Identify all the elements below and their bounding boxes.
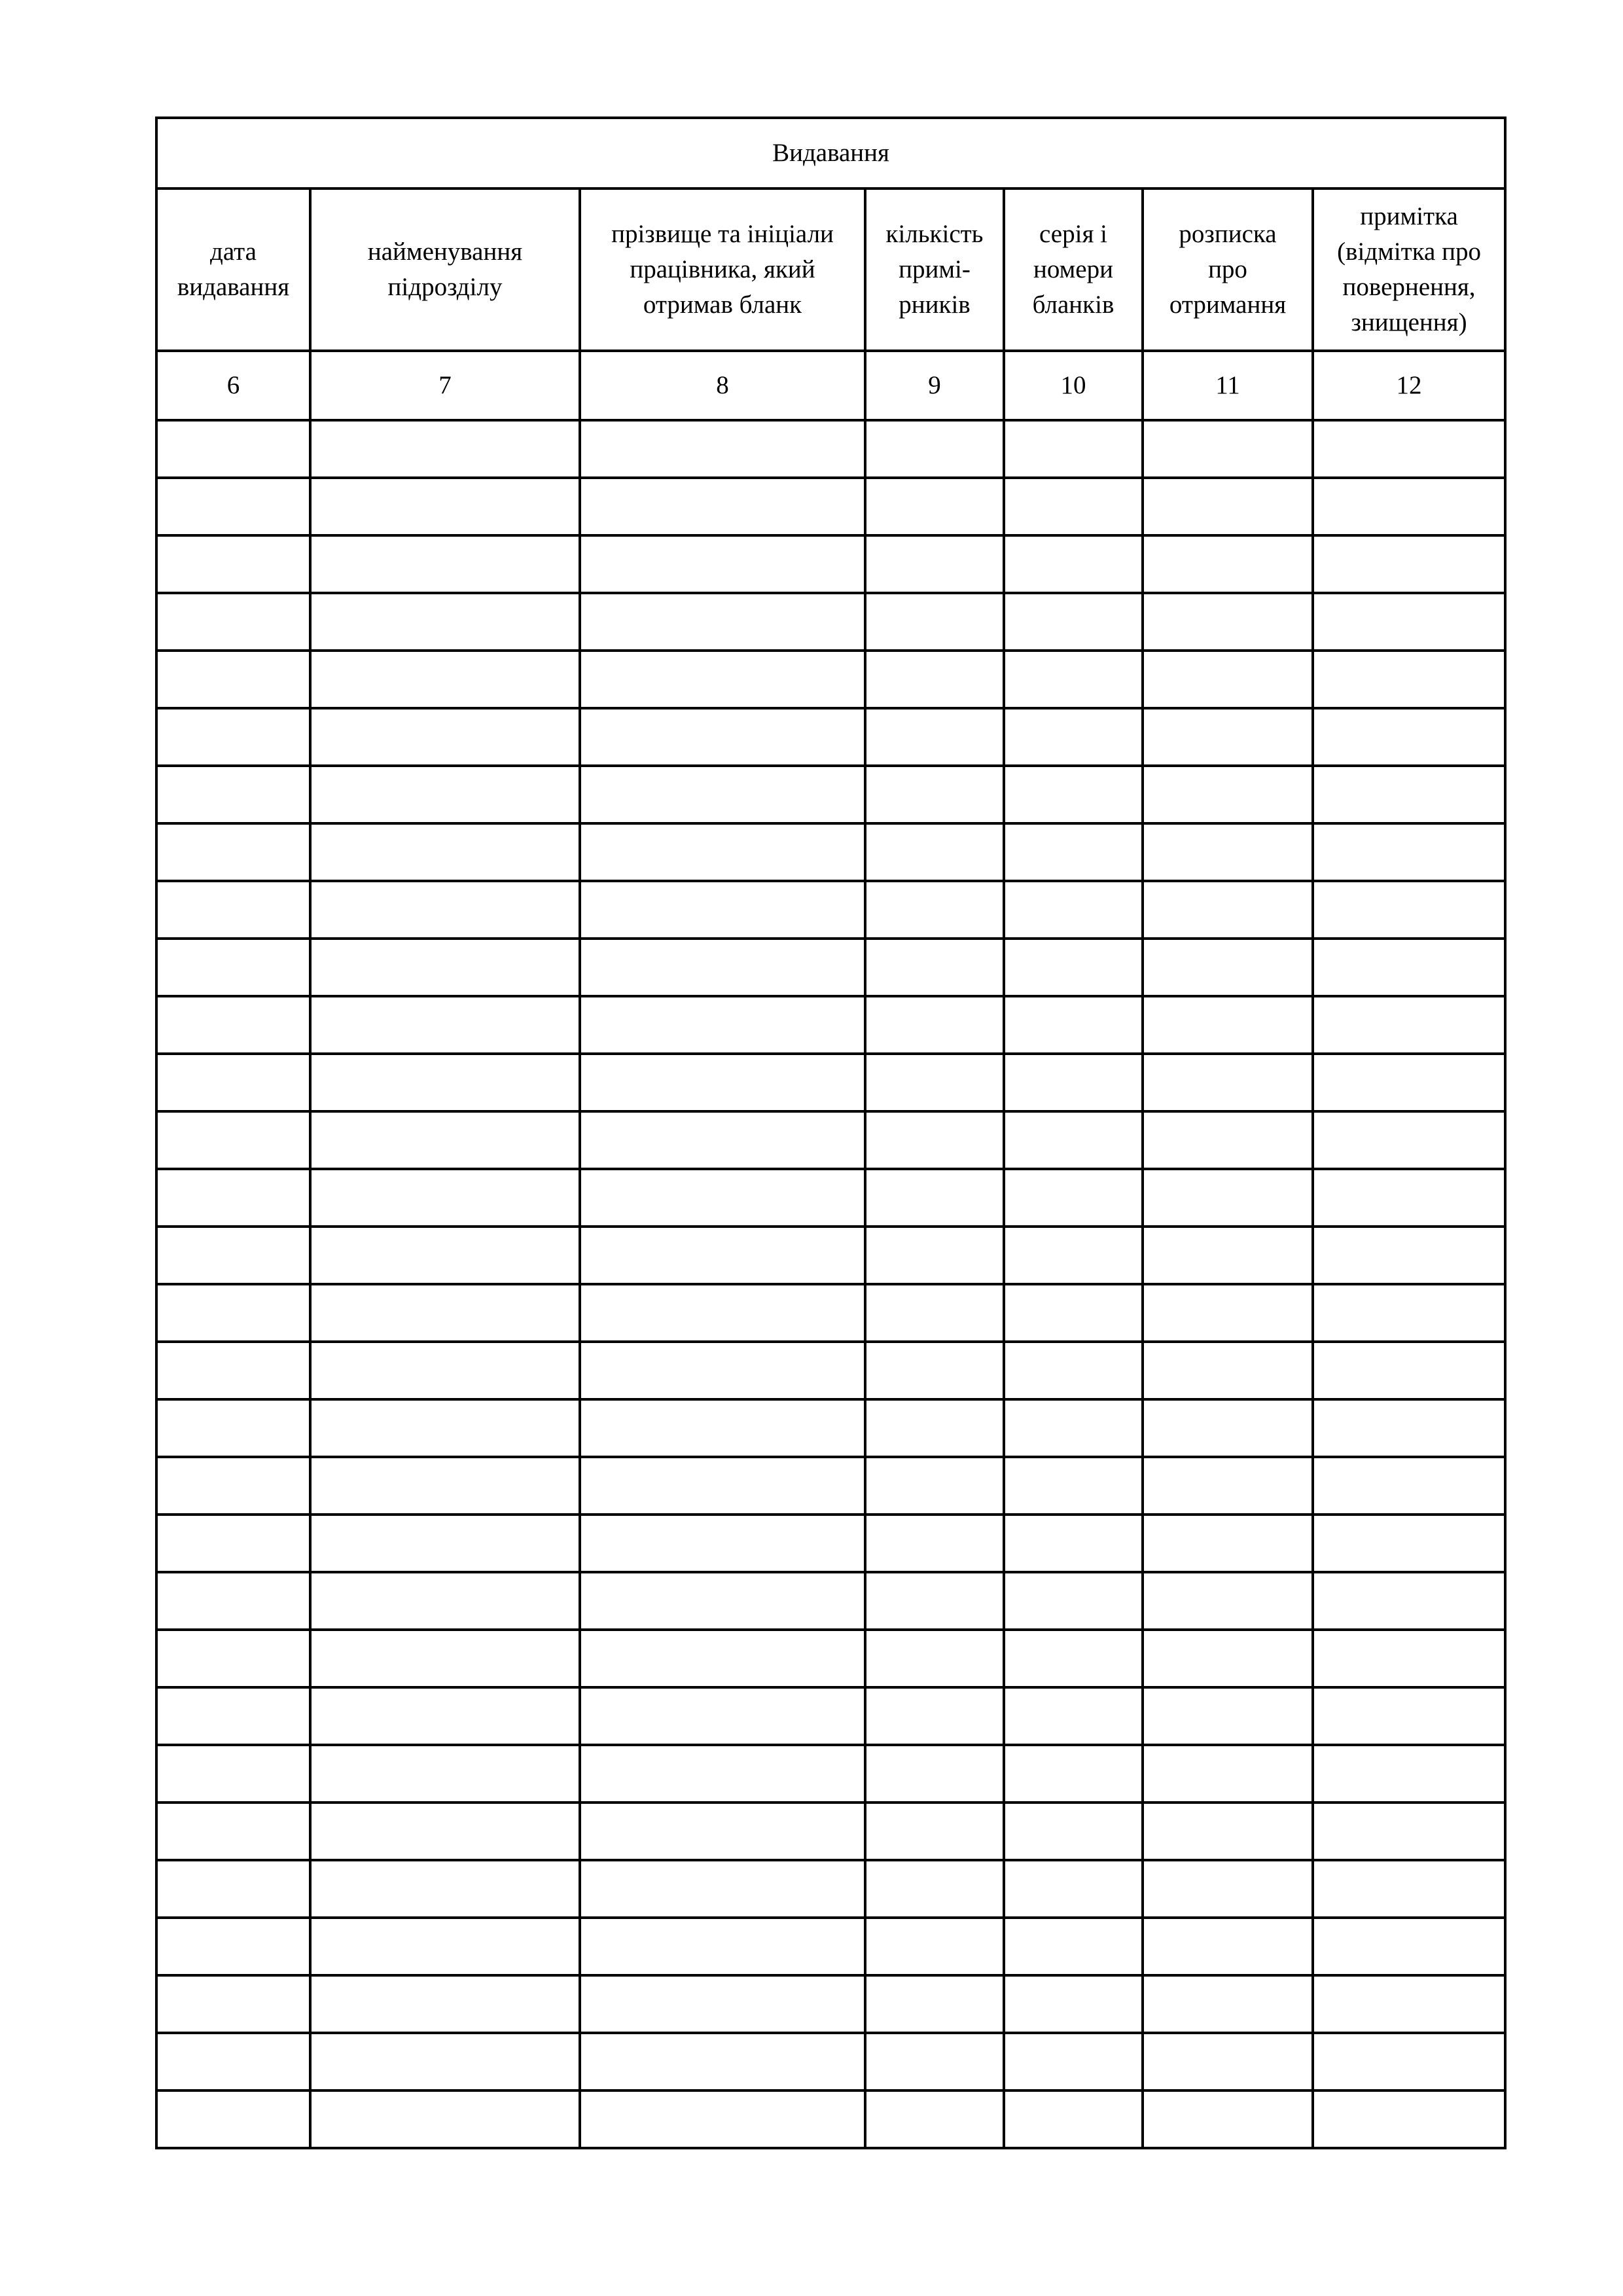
register-entry-cell [156, 1572, 310, 1630]
register-entry-cell [310, 996, 580, 1054]
register-entry-cell [1313, 1860, 1505, 1918]
register-entry-cell [1313, 881, 1505, 939]
register-entry-cell [1143, 1860, 1313, 1918]
register-entry-cell [1313, 1515, 1505, 1572]
register-entry-cell [580, 1284, 865, 1342]
column-header-text: прізвище та ініціали працівника, який отримав бланк [611, 220, 834, 319]
column-number-row [156, 351, 1505, 420]
register-entry-cell [580, 2033, 865, 2090]
register-entry-cell [865, 1860, 1004, 1918]
register-entry-cell [580, 1111, 865, 1169]
register-entry-row [156, 996, 1505, 1054]
register-entry-cell [865, 1515, 1004, 1572]
register-entry-cell [156, 708, 310, 766]
register-entry-cell [865, 939, 1004, 996]
register-entry-row [156, 535, 1505, 593]
register-entry-cell [1004, 478, 1143, 535]
register-entry-row [156, 1111, 1505, 1169]
register-entry-cell [310, 881, 580, 939]
register-entry-row [156, 1687, 1505, 1745]
register-entry-cell [1143, 1111, 1313, 1169]
register-entry-cell [1143, 1284, 1313, 1342]
register-entry-cell [580, 1745, 865, 1803]
register-entry-cell [1313, 1630, 1505, 1687]
register-entry-cell [156, 1803, 310, 1860]
register-entry-cell [156, 478, 310, 535]
register-entry-row [156, 2033, 1505, 2090]
register-entry-cell [1313, 1572, 1505, 1630]
column-number: 8 [580, 351, 865, 420]
register-entry-row [156, 708, 1505, 766]
register-entry-row [156, 1975, 1505, 2033]
register-entry-cell [1313, 708, 1505, 766]
register-entry-cell [580, 766, 865, 823]
register-entry-cell [1004, 939, 1143, 996]
register-entry-cell [1313, 593, 1505, 651]
register-entry-cell [156, 766, 310, 823]
register-entry-cell [310, 1342, 580, 1399]
register-entry-cell [156, 535, 310, 593]
register-entry-cell [1313, 823, 1505, 881]
column-header-copies-count [865, 188, 1004, 351]
register-entry-cell [1143, 1399, 1313, 1457]
register-entry-cell [156, 1342, 310, 1399]
register-entry-cell [865, 1918, 1004, 1975]
register-entry-cell [865, 1342, 1004, 1399]
register-entry-row [156, 766, 1505, 823]
register-entry-cell [310, 535, 580, 593]
register-entry-cell [580, 823, 865, 881]
register-entry-cell [580, 651, 865, 708]
register-entry-cell [1313, 1457, 1505, 1515]
register-entry-cell [580, 996, 865, 1054]
register-entry-cell [1143, 1630, 1313, 1687]
register-entry-cell [310, 1975, 580, 2033]
register-entry-cell [310, 1630, 580, 1687]
column-header-text: найменування підрозділу [367, 238, 523, 301]
register-entry-cell [156, 593, 310, 651]
register-entry-cell [1143, 1342, 1313, 1399]
register-entry-cell [580, 1687, 865, 1745]
register-entry-row [156, 478, 1505, 535]
register-entry-cell [310, 766, 580, 823]
register-form [155, 117, 1507, 2149]
register-entry-cell [1004, 1687, 1143, 1745]
register-entry-cell [1004, 651, 1143, 708]
register-entry-cell [1313, 1399, 1505, 1457]
register-entry-cell [1313, 420, 1505, 478]
register-entry-cell [580, 1572, 865, 1630]
register-entry-cell [1313, 1169, 1505, 1227]
register-entry-cell [1143, 1227, 1313, 1284]
register-entry-cell [865, 1284, 1004, 1342]
register-entry-cell [865, 1227, 1004, 1284]
column-number: 7 [310, 351, 580, 420]
register-entry-cell [1004, 1803, 1143, 1860]
register-entry-cell [310, 2033, 580, 2090]
register-entry-cell [1143, 996, 1313, 1054]
register-entry-cell [580, 1918, 865, 1975]
register-entry-cell [1004, 996, 1143, 1054]
register-entry-row [156, 420, 1505, 478]
register-entry-cell [580, 1803, 865, 1860]
register-entry-cell [580, 881, 865, 939]
register-entry-cell [310, 1918, 580, 1975]
register-entry-cell [156, 1918, 310, 1975]
register-entry-cell [580, 1457, 865, 1515]
register-entry-cell [865, 478, 1004, 535]
register-entry-cell [156, 2033, 310, 2090]
register-entry-cell [310, 1860, 580, 1918]
register-entry-cell [1004, 1054, 1143, 1111]
register-entry-cell [156, 1399, 310, 1457]
register-entry-cell [580, 535, 865, 593]
column-header-text: розписка про отримання [1169, 220, 1287, 319]
register-entry-cell [156, 1169, 310, 1227]
section-title: Видавання [156, 118, 1505, 188]
register-entry-cell [310, 1111, 580, 1169]
register-entry-cell [1143, 1457, 1313, 1515]
register-entry-cell [865, 766, 1004, 823]
register-entry-cell [865, 1457, 1004, 1515]
register-entry-cell [156, 1515, 310, 1572]
register-entry-cell [865, 651, 1004, 708]
register-entry-cell [310, 1515, 580, 1572]
column-header-department-name [310, 188, 580, 351]
register-entry-cell [580, 1860, 865, 1918]
register-entry-cell [1143, 535, 1313, 593]
register-entry-cell [1313, 1975, 1505, 2033]
register-entry-cell [1004, 1342, 1143, 1399]
register-entry-cell [1313, 1918, 1505, 1975]
register-entry-row [156, 1572, 1505, 1630]
register-entry-cell [1143, 593, 1313, 651]
register-entry-cell [580, 478, 865, 535]
register-entry-cell [156, 1284, 310, 1342]
issuance-register-table [155, 117, 1507, 2149]
register-entry-cell [1313, 939, 1505, 996]
register-entry-cell [310, 708, 580, 766]
register-entry-cell [1313, 1687, 1505, 1745]
column-header-row [156, 188, 1505, 351]
register-entry-cell [1143, 708, 1313, 766]
register-entry-cell [310, 1745, 580, 1803]
register-entry-cell [310, 1227, 580, 1284]
register-entry-cell [310, 478, 580, 535]
register-entry-cell [580, 1399, 865, 1457]
register-entry-row [156, 1169, 1505, 1227]
register-entry-cell [1004, 2033, 1143, 2090]
register-entry-cell [580, 1169, 865, 1227]
register-entry-cell [310, 1572, 580, 1630]
column-header-note [1313, 188, 1505, 351]
column-number: 12 [1313, 351, 1505, 420]
register-entry-cell [310, 1284, 580, 1342]
register-entry-cell [1004, 2090, 1143, 2148]
register-entry-cell [1004, 1399, 1143, 1457]
register-entry-row [156, 1918, 1505, 1975]
register-entry-cell [1004, 420, 1143, 478]
register-entry-cell [865, 996, 1004, 1054]
register-entry-row [156, 1515, 1505, 1572]
register-entry-cell [1004, 593, 1143, 651]
column-number: 6 [156, 351, 310, 420]
register-entry-cell [310, 1457, 580, 1515]
register-entry-row [156, 1284, 1505, 1342]
register-entry-cell [310, 1054, 580, 1111]
register-entry-cell [1143, 1515, 1313, 1572]
register-entry-cell [1313, 651, 1505, 708]
column-number: 9 [865, 351, 1004, 420]
column-header-text: примітка (відмітка про повернення, знищення) [1337, 202, 1481, 336]
register-entry-cell [865, 881, 1004, 939]
register-entry-cell [1143, 1745, 1313, 1803]
register-entry-cell [1313, 1111, 1505, 1169]
register-entry-row [156, 823, 1505, 881]
register-entry-cell [1143, 1687, 1313, 1745]
register-entry-cell [310, 651, 580, 708]
register-entry-cell [1004, 1918, 1143, 1975]
register-entry-cell [310, 420, 580, 478]
register-entry-cell [1004, 1860, 1143, 1918]
register-entry-cell [310, 593, 580, 651]
register-entry-cell [580, 1054, 865, 1111]
register-entry-cell [156, 1457, 310, 1515]
column-header-text: дата видавання [177, 238, 290, 301]
register-entry-row [156, 2090, 1505, 2148]
register-entry-cell [580, 2090, 865, 2148]
register-entry-cell [156, 2090, 310, 2148]
register-entry-cell [580, 1975, 865, 2033]
register-entry-cell [1004, 1745, 1143, 1803]
register-entry-cell [865, 1572, 1004, 1630]
register-entry-cell [156, 1111, 310, 1169]
register-entry-cell [580, 593, 865, 651]
register-entry-row [156, 1342, 1505, 1399]
register-entry-cell [1004, 1630, 1143, 1687]
register-entry-cell [865, 1399, 1004, 1457]
register-entry-cell [1004, 823, 1143, 881]
register-entry-cell [580, 1515, 865, 1572]
register-entry-cell [1004, 708, 1143, 766]
register-entry-cell [580, 420, 865, 478]
register-entry-cell [1004, 881, 1143, 939]
register-entry-cell [865, 420, 1004, 478]
register-entry-cell [156, 1054, 310, 1111]
column-number: 11 [1143, 351, 1313, 420]
register-entry-row [156, 1745, 1505, 1803]
register-entry-cell [1143, 823, 1313, 881]
register-entry-cell [1313, 1803, 1505, 1860]
register-entry-cell [1313, 996, 1505, 1054]
column-header-issue-date [156, 188, 310, 351]
register-entry-cell [1004, 1457, 1143, 1515]
register-entry-cell [865, 1687, 1004, 1745]
register-entry-cell [156, 651, 310, 708]
register-entry-cell [156, 996, 310, 1054]
register-entry-cell [1143, 1918, 1313, 1975]
register-entry-cell [865, 1630, 1004, 1687]
register-entry-cell [865, 593, 1004, 651]
register-entry-cell [310, 1399, 580, 1457]
register-entry-row [156, 1630, 1505, 1687]
register-entry-cell [1143, 2090, 1313, 2148]
register-entry-cell [1143, 478, 1313, 535]
register-entry-cell [1143, 420, 1313, 478]
register-entry-cell [865, 2033, 1004, 2090]
register-entry-cell [156, 823, 310, 881]
register-entry-cell [865, 1975, 1004, 2033]
register-entry-cell [1313, 766, 1505, 823]
register-entry-cell [156, 939, 310, 996]
register-entry-cell [310, 1169, 580, 1227]
register-entry-row [156, 651, 1505, 708]
register-entry-cell [1143, 1975, 1313, 2033]
register-entry-cell [1004, 1572, 1143, 1630]
register-entry-cell [865, 1745, 1004, 1803]
register-entry-cell [1004, 766, 1143, 823]
register-entry-cell [1004, 1515, 1143, 1572]
register-entry-cell [156, 420, 310, 478]
register-entry-cell [1004, 1284, 1143, 1342]
register-entry-cell [865, 1054, 1004, 1111]
register-entry-cell [865, 823, 1004, 881]
register-entry-cell [310, 823, 580, 881]
register-entry-cell [865, 1803, 1004, 1860]
register-entry-cell [156, 1630, 310, 1687]
column-header-text: серія і номери бланків [1032, 220, 1115, 319]
column-number: 10 [1004, 351, 1143, 420]
register-entry-cell [1143, 1572, 1313, 1630]
register-entry-cell [156, 881, 310, 939]
register-entry-cell [580, 1342, 865, 1399]
register-entry-cell [1143, 1169, 1313, 1227]
register-entry-cell [156, 1860, 310, 1918]
title-row [156, 118, 1505, 188]
register-entry-cell [1313, 535, 1505, 593]
register-entry-row [156, 1054, 1505, 1111]
register-entry-cell [1313, 2033, 1505, 2090]
register-entry-row [156, 1803, 1505, 1860]
register-entry-cell [580, 1227, 865, 1284]
register-entry-cell [1004, 535, 1143, 593]
register-entry-cell [1313, 1745, 1505, 1803]
register-entry-row [156, 593, 1505, 651]
register-entry-cell [1143, 766, 1313, 823]
register-entry-row [156, 1457, 1505, 1515]
register-entry-cell [1313, 2090, 1505, 2148]
register-entry-cell [865, 2090, 1004, 2148]
register-entry-cell [1313, 1227, 1505, 1284]
register-entry-cell [310, 2090, 580, 2148]
register-entry-cell [580, 939, 865, 996]
register-entry-cell [1004, 1227, 1143, 1284]
column-header-employee-name [580, 188, 865, 351]
register-entry-cell [1143, 1803, 1313, 1860]
column-header-receipt-signature [1143, 188, 1313, 351]
register-entry-cell [1143, 651, 1313, 708]
register-entry-cell [865, 1111, 1004, 1169]
column-header-series-numbers [1004, 188, 1143, 351]
register-entry-row [156, 1227, 1505, 1284]
register-entry-cell [1143, 939, 1313, 996]
register-entry-cell [1004, 1169, 1143, 1227]
register-entry-cell [310, 1803, 580, 1860]
register-entry-cell [156, 1687, 310, 1745]
register-entry-row [156, 939, 1505, 996]
register-entry-cell [310, 1687, 580, 1745]
register-entry-cell [156, 1975, 310, 2033]
register-entry-cell [1004, 1975, 1143, 2033]
register-entry-cell [156, 1227, 310, 1284]
register-entry-row [156, 1399, 1505, 1457]
register-entry-cell [1313, 1054, 1505, 1111]
register-entry-cell [1313, 1342, 1505, 1399]
column-header-text: кількість примі-рників [885, 220, 984, 319]
register-entry-row [156, 1860, 1505, 1918]
register-entry-cell [156, 1745, 310, 1803]
register-entry-cell [1143, 1054, 1313, 1111]
register-entry-cell [865, 1169, 1004, 1227]
register-entry-cell [1143, 2033, 1313, 2090]
register-entry-cell [865, 535, 1004, 593]
register-entry-cell [580, 1630, 865, 1687]
register-entry-cell [580, 708, 865, 766]
register-entry-cell [865, 708, 1004, 766]
register-entry-cell [310, 939, 580, 996]
register-entry-cell [1143, 881, 1313, 939]
register-entry-cell [1313, 1284, 1505, 1342]
register-entry-cell [1313, 478, 1505, 535]
register-entry-cell [1004, 1111, 1143, 1169]
register-entry-row [156, 881, 1505, 939]
